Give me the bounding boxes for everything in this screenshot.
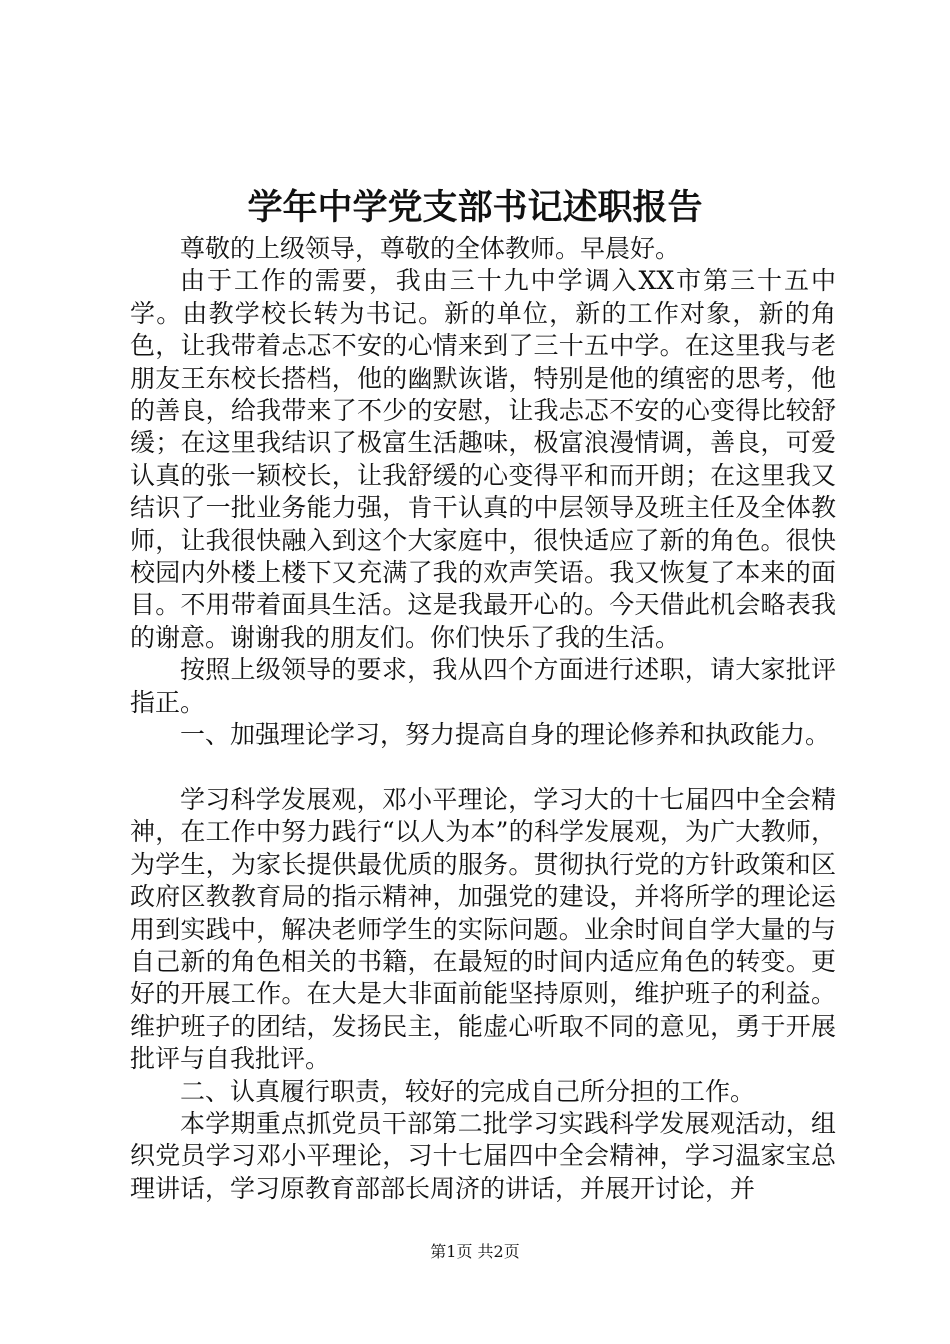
section-heading-1: 一、加强理论学习，努力提高自身的理论修养和执政能力。 [180,720,831,750]
page-footer: 第1页 共2页 [430,1242,520,1261]
paragraph-outline: 按照上级领导的要求，我从四个方面进行述职，请大家批评指正。 [130,655,836,717]
paragraph-section-1: 学习科学发展观，邓小平理论，学习大的十七届四中全会精神，在工作中努力践行“以人为本”的科学发展观，为广大教师，为学生，为家长提供最优质的服务。贯彻执行党的方针政策和区政府区教教育局的指示精神，加强党的建设，并将所学的理论运用到实践中，解决老师学生的实际问题。业余时间自学大量的与自己新的角色相关的书籍，在最短的时间内适应角色的转变。更好的开展工作。在大是大非面前能坚持原则，维护班子的利益。维护班子的团结，发扬民主，能虚心听取不同的意见，勇于开展批评与自我批评。 [130,784,836,1074]
paragraph-introduction: 由于工作的需要，我由三十九中学调入XX市第三十五中学。由教学校长转为书记。新的单位，新的工作对象，新的角色，让我带着忐忑不安的心情来到了三十五中学。在这里我与老朋友王东校长搭档，他的幽默诙谐，特别是他的缜密的思考，他的善良，给我带来了不少的安慰，让我忐忑不安的心变得比较舒缓；在这里我结识了极富生活趣味，极富浪漫情调，善良，可爱认真的张一颖校长，让我舒缓的心变得平和而开朗；在这里我又结识了一批业务能力强，肯干认真的中层领导及班主任及全体教师，让我很快融入到这个大家庭中，很快适应了新的角色。很快校园内外楼上楼下又充满了我的欢声笑语。我又恢复了本来的面目。不用带着面具生活。这是我最开心的。今天借此机会略表我的谢意。谢谢我的朋友们。你们快乐了我的生活。 [130,266,836,652]
document-title: 学年中学党支部书记述职报告 [247,187,703,228]
paragraph-greeting: 尊敬的上级领导，尊敬的全体教师。早晨好。 [180,234,681,263]
document-body [130,233,836,1205]
paragraph-section-2: 本学期重点抓党员干部第二批学习实践科学发展观活动，组织党员学习邓小平理论，习十七届四中全会精神，学习温家宝总理讲话，学习原教育部部长周济的讲话，并展开讨论，并 [130,1108,836,1203]
section-heading-2: 二、认真履行职责，较好的完成自己所分担的工作。 [180,1076,756,1106]
